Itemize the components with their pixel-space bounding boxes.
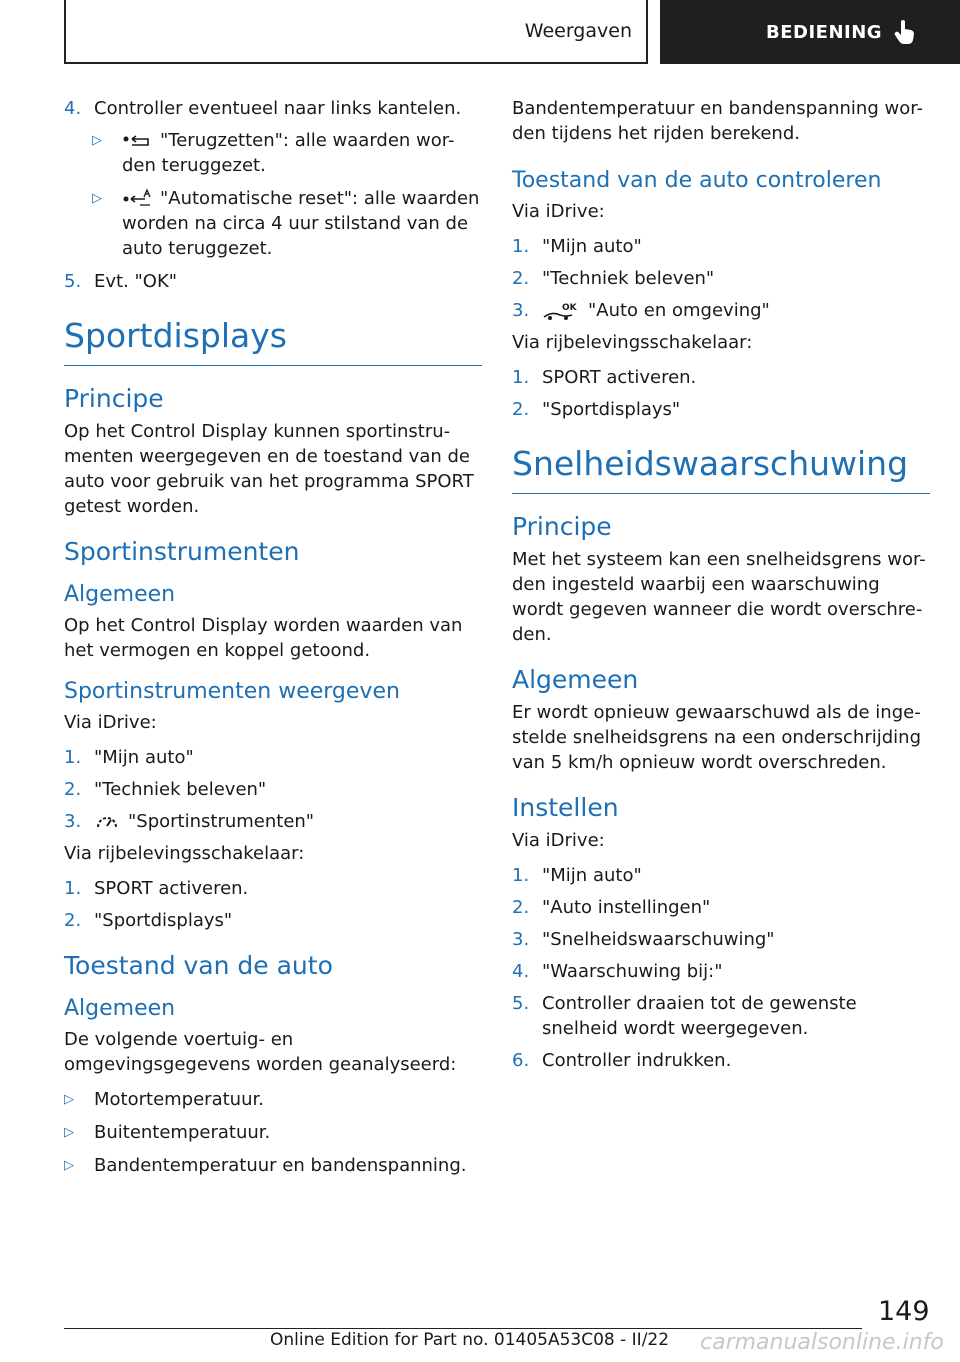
paragraph: Met het systeem kan een snelheidsgrens wor-den ingesteld waarbij een waarschuwing wordt gegeven wanneer die wordt overschre-den. — [512, 549, 926, 645]
list-item: ▷ Motortemperatuur. — [64, 1089, 264, 1110]
reset-text: "Terugzetten": alle waarden wor-den teruggezet. — [122, 130, 455, 176]
bullet-triangle-icon: ▷ — [64, 1092, 74, 1107]
footer-divider — [64, 1328, 862, 1329]
list-item — [92, 128, 482, 178]
auto-reset-text: "Automatische reset": alle waarden worden na circa 4 uur stilstand van de auto teruggezet. — [122, 188, 480, 259]
list-item: ▷ Bandentemperatuur en bandenspanning. — [64, 1155, 467, 1176]
left-column — [64, 96, 482, 1186]
list-item: 5. Controller draaien tot de gewenste snelheid wordt weergegeven. — [512, 993, 857, 1039]
bullet-triangle-icon: ▷ — [64, 1125, 74, 1140]
speedometer-icon — [94, 812, 120, 832]
header-chapter-box — [660, 0, 960, 64]
svg-text:OK: OK — [562, 303, 577, 313]
list-item: 1. "Mijn auto" — [64, 747, 194, 768]
bullet-triangle-icon: ▷ — [92, 191, 102, 206]
list-item: 2. "Techniek beleven" — [512, 268, 715, 289]
header-chapter-title: BEDIENING — [766, 21, 883, 43]
list-item: 1. "Mijn auto" — [512, 236, 642, 257]
heading-sportinstrumenten: Sportinstrumenten — [64, 537, 300, 566]
list-item: 2. "Techniek beleven" — [64, 779, 267, 800]
paragraph: Op het Control Display worden waarden van het vermogen en koppel getoond. — [64, 615, 463, 661]
watermark: carmanualsonline.info — [700, 1330, 944, 1355]
heading-sportdisplays: Sportdisplays — [64, 316, 482, 366]
paragraph: Bandentemperatuur en bandenspanning wor-den tijdens het rijden berekend. — [512, 98, 923, 144]
heading-toestand-controleren: Toestand van de auto controleren — [512, 168, 882, 193]
list-item: 2. "Sportdisplays" — [64, 910, 233, 931]
list-item: 4. "Waarschuwing bij:" — [512, 961, 723, 982]
list-item: 3. "Snelheidswaarschuwing" — [512, 929, 775, 950]
header-section-box — [64, 0, 648, 64]
heading-algemeen: Algemeen — [64, 996, 176, 1021]
list-item: ▷ Buitentemperatuur. — [64, 1122, 271, 1143]
paragraph: De volgende voertuig- en omgevingsgegevens worden geanalyseerd: — [64, 1029, 457, 1075]
paragraph: Via rijbelevingsschakelaar: — [512, 332, 753, 353]
heading-snelheidswaarschuwing: Snelheidswaarschuwing — [512, 444, 930, 494]
list-item: 3. "Sportinstrumenten" — [64, 811, 315, 832]
list-item: 2. "Sportdisplays" — [512, 399, 681, 420]
heading-sportinstrumenten-weergeven: Sportinstrumenten weergeven — [64, 679, 400, 704]
bullet-triangle-icon: ▷ — [92, 133, 102, 148]
list-item: 1. "Mijn auto" — [512, 865, 642, 886]
list-item: 1. SPORT activeren. — [64, 878, 249, 899]
heading-algemeen: Algemeen — [512, 665, 639, 694]
list-item: 5. Evt. "OK" — [64, 271, 178, 292]
list-item: 2. "Auto instellingen" — [512, 897, 711, 918]
paragraph: Via iDrive: — [512, 201, 605, 222]
paragraph: Via rijbelevingsschakelaar: — [64, 843, 305, 864]
car-ok-icon — [542, 301, 580, 321]
bullet-triangle-icon: ▷ — [64, 1158, 74, 1173]
list-item — [92, 186, 482, 261]
page-number: 149 — [878, 1296, 930, 1327]
hand-pointer-icon — [894, 19, 916, 45]
list-item: 4. Controller eventueel naar links kantelen. — [64, 98, 462, 119]
heading-principe: Principe — [512, 512, 612, 541]
auto-reset-icon — [122, 189, 152, 209]
heading-toestand: Toestand van de auto — [64, 951, 333, 980]
footer-edition: Online Edition for Part no. 01405A53C08 - II/22 — [270, 1330, 670, 1350]
list-item: 1. SPORT activeren. — [512, 367, 697, 388]
right-column — [512, 96, 930, 1080]
paragraph: Via iDrive: — [512, 830, 605, 851]
header-section-title: Weergaven — [524, 20, 632, 42]
heading-algemeen: Algemeen — [64, 582, 176, 607]
heading-instellen: Instellen — [512, 793, 619, 822]
list-item: 6. Controller indrukken. — [512, 1050, 732, 1071]
heading-principe: Principe — [64, 384, 164, 413]
list-item: 3. OK "Auto en omgeving" — [512, 300, 770, 321]
reset-arrow-icon — [122, 133, 152, 149]
paragraph: Er wordt opnieuw gewaarschuwd als de inge-stelde snelheidsgrens na een onderschrijding van 5 km/h opnieuw wordt overschreden. — [512, 702, 921, 773]
paragraph: Via iDrive: — [64, 712, 157, 733]
paragraph: Op het Control Display kunnen sportinstru-menten weergegeven en de toestand van de auto voor gebruik van het programma SPORT getest worden. — [64, 421, 474, 517]
